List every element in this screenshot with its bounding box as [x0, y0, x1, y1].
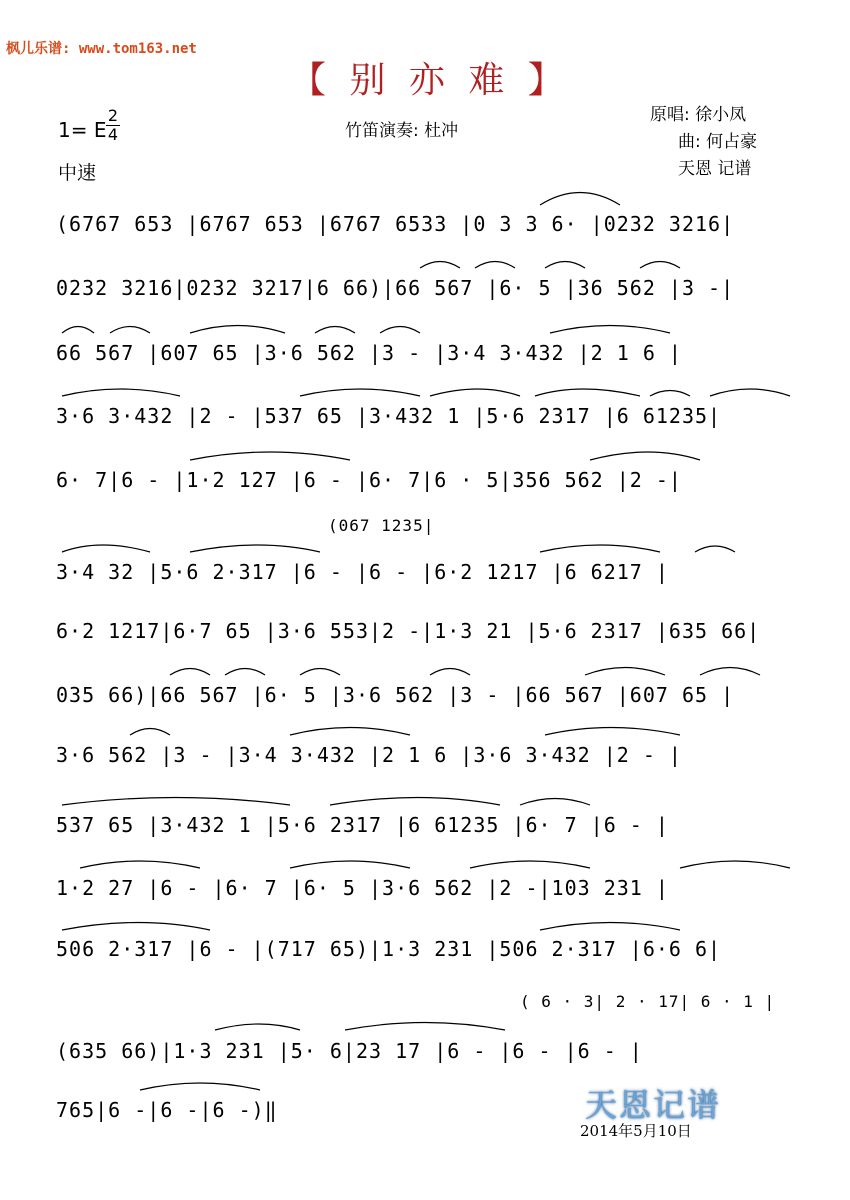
time-signature-bottom: 4 [107, 125, 119, 144]
score-line-1: (6767 653 |6767 653 |6767 6533 |0 3 3 6· |0232 3216| [56, 212, 735, 236]
score-line-14-cue: ( 6 · 3| 2 · 17| 6 · 1 | [520, 992, 776, 1011]
time-signature [106, 108, 120, 143]
tempo-marking: 中速 [58, 162, 97, 184]
score-line-3: 66 567 |607 65 |3·6 562 |3 - |3·4 3·432 |2 1 6 | [56, 341, 682, 365]
song-title: 【 别 亦 难 】 [290, 60, 570, 101]
score-line-10: 3·6 562 |3 - |3·4 3·432 |2 1 6 |3·6 3·432 |2 - | [56, 743, 682, 767]
score-line-4: 3·6 3·432 |2 - |537 65 |3·432 1 |5·6 2317 |6 61235| [56, 404, 722, 428]
key-signature: 1= E [58, 118, 107, 142]
composer: 曲: 何占豪 [678, 132, 758, 152]
score-line-8: 6·2 1217|6·7 65 |3·6 553|2 -|1·3 21 |5·6 2317 |635 66| [56, 619, 761, 643]
score-line-13: 506 2·317 |6 - |(717 65)|1·3 231 |506 2·317 |6·6 6| [56, 937, 722, 961]
performer-credit: 竹笛演奏: 杜冲 [345, 121, 459, 141]
credits-block [650, 102, 757, 183]
site-watermark: 枫儿乐谱: www.tom163.net [6, 41, 197, 57]
original-singer: 原唱: 徐小凤 [650, 105, 747, 125]
score-line-11: 537 65 |3·432 1 |5·6 2317 |6 61235 |6· 7 |6 - | [56, 813, 669, 837]
time-signature-top: 2 [107, 106, 119, 125]
score-line-7: 3·4 32 |5·6 2·317 |6 - |6 - |6·2 1217 |6 6217 | [56, 560, 669, 584]
score-line-6-cue: (067 1235| [328, 516, 435, 535]
score-line-16: 765|6 -|6 -|6 -)‖ [56, 1098, 278, 1122]
score-line-15: (635 66)|1·3 231 |5· 6|23 17 |6 - |6 - |6 - | [56, 1039, 643, 1063]
transcriber: 天恩 记谱 [678, 159, 752, 179]
score-line-12: 1·2 27 |6 - |6· 7 |6· 5 |3·6 562 |2 -|103 231 | [56, 876, 669, 900]
transcriber-signature: 天恩记谱 [585, 1086, 722, 1124]
transcription-date: 2014年5月10日 [580, 1122, 692, 1140]
score-line-2: 0232 3216|0232 3217|6 66)|66 567 |6· 5 |36 562 |3 -| [56, 276, 735, 300]
score-line-5: 6· 7|6 - |1·2 127 |6 - |6· 7|6 · 5|356 562 |2 -| [56, 468, 682, 492]
score-line-9: 035 66)|66 567 |6· 5 |3·6 562 |3 - |66 567 |607 65 | [56, 683, 735, 707]
